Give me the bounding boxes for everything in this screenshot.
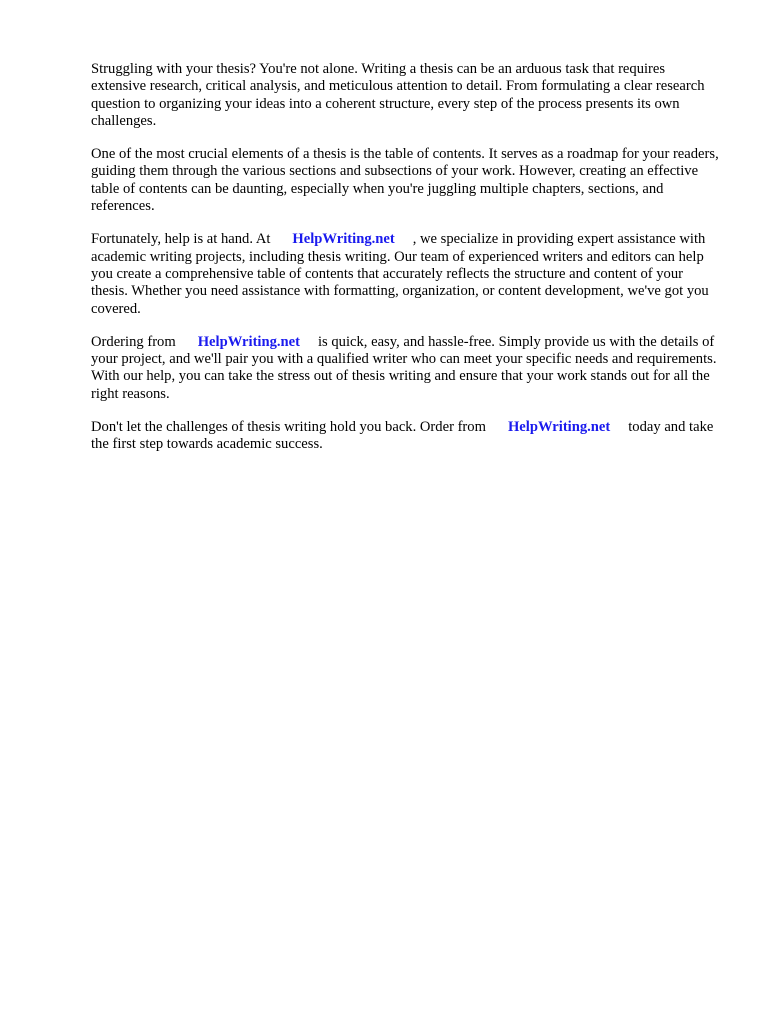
paragraph-call-to-action: [91, 419, 721, 454]
helpwriting-link[interactable]: HelpWriting.net: [197, 333, 300, 350]
paragraph-text-segment: Ordering from: [91, 333, 176, 350]
paragraph-text-segment: today and take the first step towards academic success.: [91, 419, 714, 453]
helpwriting-link[interactable]: HelpWriting.net: [507, 419, 611, 436]
paragraph-table-of-contents: One of the most crucial elements of a thesis is the table of contents. It serves as a roadmap for your readers, guiding them through the various sections and subsections of your work. However, creating an effective table of contents can be daunting, especially when you're juggling multiple chapters, sections, and references.: [91, 146, 719, 215]
document-body: [91, 61, 721, 470]
helpwriting-link[interactable]: HelpWriting.net: [292, 231, 395, 248]
paragraph-text-segment: Don't let the challenges of thesis writing hold you back. Order from: [91, 419, 486, 436]
paragraph-text-segment: , we specialize in providing expert assistance with academic writing projects, including thesis writing. Our team of experienced writers and editors can help you create a comprehensive table of contents that accurately reflects the structure and content of your thesis. Whether you need assistance with formatting, organization, or content development, we've got you covered.: [91, 231, 709, 317]
paragraph-help-at-hand: [91, 231, 721, 317]
paragraph-intro: Struggling with your thesis? You're not alone. Writing a thesis can be an arduous task that requires extensive research, critical analysis, and meticulous attention to detail. From formulating a clear research question to organizing your ideas into a coherent structure, every step of the process presents its own challenges.: [91, 61, 705, 129]
paragraph-text-segment: Fortunately, help is at hand. At: [91, 231, 271, 248]
paragraph-ordering: [91, 334, 721, 403]
paragraph-text-segment: is quick, easy, and hassle-free. Simply provide us with the details of your project, and we'll pair you with a qualified writer who can meet your specific needs and requirements. With our help, you can take the stress out of thesis writing and ensure that your work stands out for all the right reasons.: [91, 333, 717, 402]
